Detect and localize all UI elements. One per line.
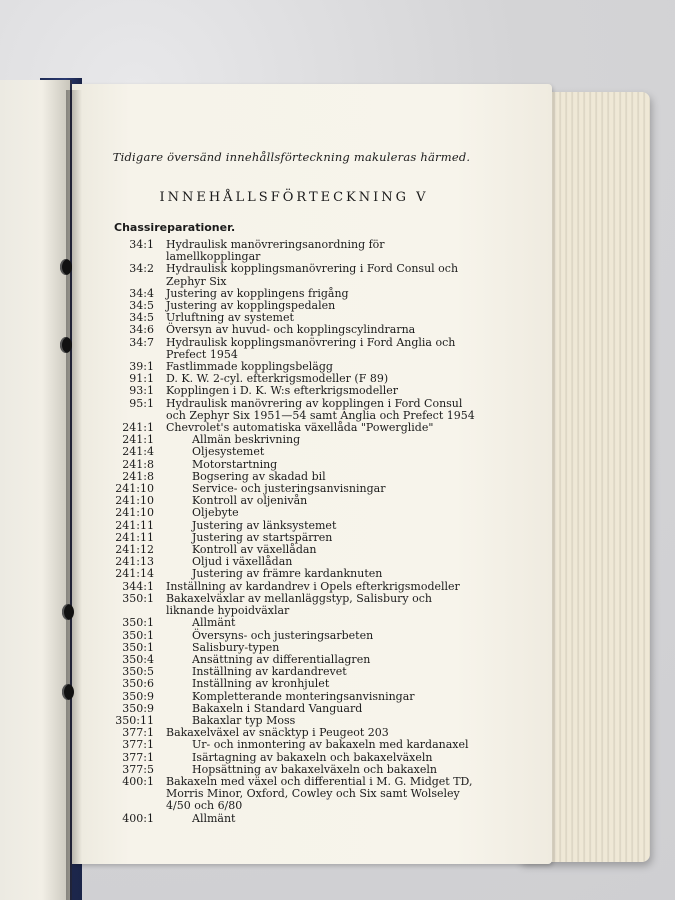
toc-entry-text: Urluftning av systemet — [166, 311, 294, 325]
intro-note: Tidigare översänd innehållsförteckning makuleras härmed. — [112, 150, 471, 164]
toc-entry-number: 241:10 — [115, 506, 154, 520]
toc-entry — [112, 434, 479, 446]
toc-entry-number: 39:1 — [129, 360, 154, 374]
toc-entry-text: Motorstartning — [192, 457, 278, 471]
toc-entry — [112, 776, 479, 813]
toc-entry-text: Kompletterande monteringsanvisningar — [192, 689, 415, 703]
toc-entry-text: Översyn av huvud- och kopplingscylindrarna — [166, 323, 416, 337]
toc-entry-text: Kontroll av oljenivån — [192, 494, 308, 508]
toc-entry-number: 377:1 — [122, 726, 154, 740]
toc-entry-text: Inställning av kardandrevet — [192, 665, 347, 679]
toc-entry — [112, 239, 479, 263]
toc-entry — [112, 544, 479, 556]
toc-entry — [112, 324, 479, 336]
toc-entry-text: Oljesystemet — [192, 445, 265, 459]
toc-entry — [112, 263, 479, 287]
left-page — [0, 80, 72, 900]
toc-entry-text: Justering av länksystemet — [192, 518, 337, 532]
toc-entry — [112, 691, 479, 703]
toc-entry-text: Salisbury-typen — [192, 640, 280, 654]
toc-entry-number: 241:1 — [122, 421, 154, 435]
toc-entry-number: 350:5 — [122, 665, 154, 679]
toc-entry-text: Justering av kopplingens frigång — [166, 286, 349, 300]
toc-entry-text: Hydraulisk manövreringsanordning för lamellkopplingar — [166, 238, 385, 264]
toc-entry-text: Kontroll av växellådan — [192, 543, 317, 557]
toc-entry-text: Chevrolet's automatiska växellåda "Powerglide" — [166, 421, 434, 435]
toc-entry-text: Ur- och inmontering av bakaxeln med kardanaxel — [192, 738, 469, 752]
toc-entry-number: 91:1 — [129, 372, 154, 386]
toc-entry-number: 93:1 — [129, 384, 154, 398]
toc-entry-number: 377:5 — [122, 762, 154, 776]
toc-entry-text: Justering av startspärren — [192, 530, 333, 544]
toc-entry-number: 241:10 — [115, 482, 154, 496]
toc-entry-text: Hydraulisk kopplingsmanövrering i Ford Consul och Zephyr Six — [166, 262, 459, 288]
toc-entry-number: 34:5 — [129, 299, 154, 313]
toc-entry-number: 241:11 — [115, 518, 154, 532]
toc-entry-number: 34:2 — [129, 262, 154, 276]
section-heading: Chassireparationer. — [114, 221, 236, 234]
toc-entry-number: 34:1 — [129, 238, 154, 251]
binder-ring — [62, 604, 74, 620]
toc-entry-text: Justering av kopplingspedalen — [166, 299, 336, 313]
toc-entry-number: 34:5 — [129, 311, 154, 325]
toc-entry-number: 241:12 — [115, 543, 154, 557]
toc-entry — [112, 617, 479, 629]
toc-entry-text: Inställning av kronhjulet — [192, 677, 330, 691]
page-title: INNEHÅLLSFÖRTECKNING V — [159, 190, 429, 205]
toc-entry-text: Oljebyte — [192, 506, 239, 520]
toc-entry-number: 95:1 — [129, 396, 154, 410]
toc-entry-number: 241:1 — [122, 433, 154, 447]
toc-entry-number: 34:4 — [129, 286, 154, 300]
toc-entry-text: Allmänt — [192, 811, 236, 825]
toc-entry-number: 241:11 — [115, 530, 154, 544]
toc-entry-text: Bogsering av skadad bil — [192, 469, 326, 483]
toc-entry-number: 350:1 — [122, 591, 154, 605]
toc-entry-text: Hydraulisk manövrering av kopplingen i Ford Consul och Zephyr Six 1951—54 samt Anglia och Prefect 1954 — [166, 396, 475, 422]
toc-entry-number: 377:1 — [122, 738, 154, 752]
toc-entry-text: Allmän beskrivning — [192, 433, 301, 447]
toc-entry-number: 350:9 — [122, 701, 154, 715]
toc-entry-text: Kopplingen i D. K. W:s efterkrigsmodeller — [166, 384, 399, 398]
toc-entry — [112, 337, 479, 361]
toc-entry-text: Bakaxelväxel av snäcktyp i Peugeot 203 — [166, 726, 389, 740]
toc-entry-text: Bakaxelväxlar av mellanläggstyp, Salisbury och liknande hypoidväxlar — [166, 591, 433, 618]
toc-entry-number: 350:1 — [122, 640, 154, 654]
toc-entry — [112, 739, 479, 751]
toc-entry-text: Bakaxeln i Standard Vanguard — [192, 701, 363, 715]
toc-entry — [112, 703, 479, 715]
toc-entry-number: 400:1 — [122, 811, 154, 825]
toc-entry — [112, 398, 479, 422]
toc-entry-text: Bakaxlar typ Moss — [192, 713, 296, 727]
toc-entry — [112, 593, 479, 617]
toc-entry — [112, 752, 479, 764]
toc-entry-number: 350:6 — [122, 677, 154, 691]
toc-entry-number: 377:1 — [122, 750, 154, 764]
toc-entry-text: Hopsättning av bakaxelväxeln och bakaxeln — [192, 762, 437, 776]
toc-entry — [112, 446, 479, 458]
toc-entry-text: Service- och justeringsanvisningar — [192, 482, 386, 496]
toc-entry-text: Inställning av kardandrev i Opels efterkrigsmodeller — [166, 579, 460, 593]
toc-entry-text: Ansättning av differentiallagren — [192, 652, 371, 666]
binder-ring — [62, 684, 74, 700]
toc-entry-number: 350:1 — [122, 616, 154, 630]
toc-entry-number: 241:10 — [115, 494, 154, 508]
toc-entry — [112, 813, 479, 825]
toc-entry-text: Allmänt — [192, 616, 236, 630]
toc-entry-text: Justering av främre kardanknuten — [192, 567, 383, 581]
toc-entry-number: 241:8 — [122, 469, 154, 483]
binder-ring — [60, 259, 72, 275]
toc-entry-text: Oljud i växellådan — [192, 555, 293, 569]
toc-entry-number: 350:11 — [115, 713, 154, 727]
toc-entry-number: 241:8 — [122, 457, 154, 471]
toc-entry-number: 400:1 — [122, 774, 154, 788]
toc-entry-text: Bakaxeln med växel och differential i M. G. Midget TD, Morris Minor, Oxford, Cowley och Six samt Wolseley 4/50 och 6/80 — [166, 774, 473, 813]
toc-entry-text: Översyns- och justeringsarbeten — [192, 628, 374, 642]
toc-entry — [112, 495, 479, 507]
toc-entry — [112, 385, 479, 397]
toc-entry-text: D. K. W. 2-cyl. efterkrigsmodeller (F 89) — [166, 372, 389, 386]
toc-entry — [112, 507, 479, 519]
toc-entry — [112, 630, 479, 642]
toc-entry-number: 34:7 — [129, 335, 154, 349]
toc-entry — [112, 678, 479, 690]
spine-shadow — [66, 90, 82, 900]
toc-entry-number: 344:1 — [122, 579, 154, 593]
toc-entry-number: 34:6 — [129, 323, 154, 337]
toc-entry-number: 241:4 — [122, 445, 154, 459]
toc-entry — [112, 568, 479, 580]
binder-ring — [60, 337, 72, 353]
page-content — [84, 150, 479, 825]
toc-entry-text: Fastlimmade kopplingsbelägg — [166, 360, 333, 374]
toc-entry-number: 350:4 — [122, 652, 154, 666]
toc-entry-number: 350:1 — [122, 628, 154, 642]
toc-entry-number: 241:13 — [115, 555, 154, 569]
toc-entry-text: Isärtagning av bakaxeln och bakaxelväxeln — [192, 750, 433, 764]
toc-entry-number: 241:14 — [115, 567, 154, 581]
toc-entry-text: Hydraulisk kopplingsmanövrering i Ford Anglia och Prefect 1954 — [166, 335, 456, 361]
toc-entry-number: 350:9 — [122, 689, 154, 703]
toc-list — [84, 239, 479, 825]
